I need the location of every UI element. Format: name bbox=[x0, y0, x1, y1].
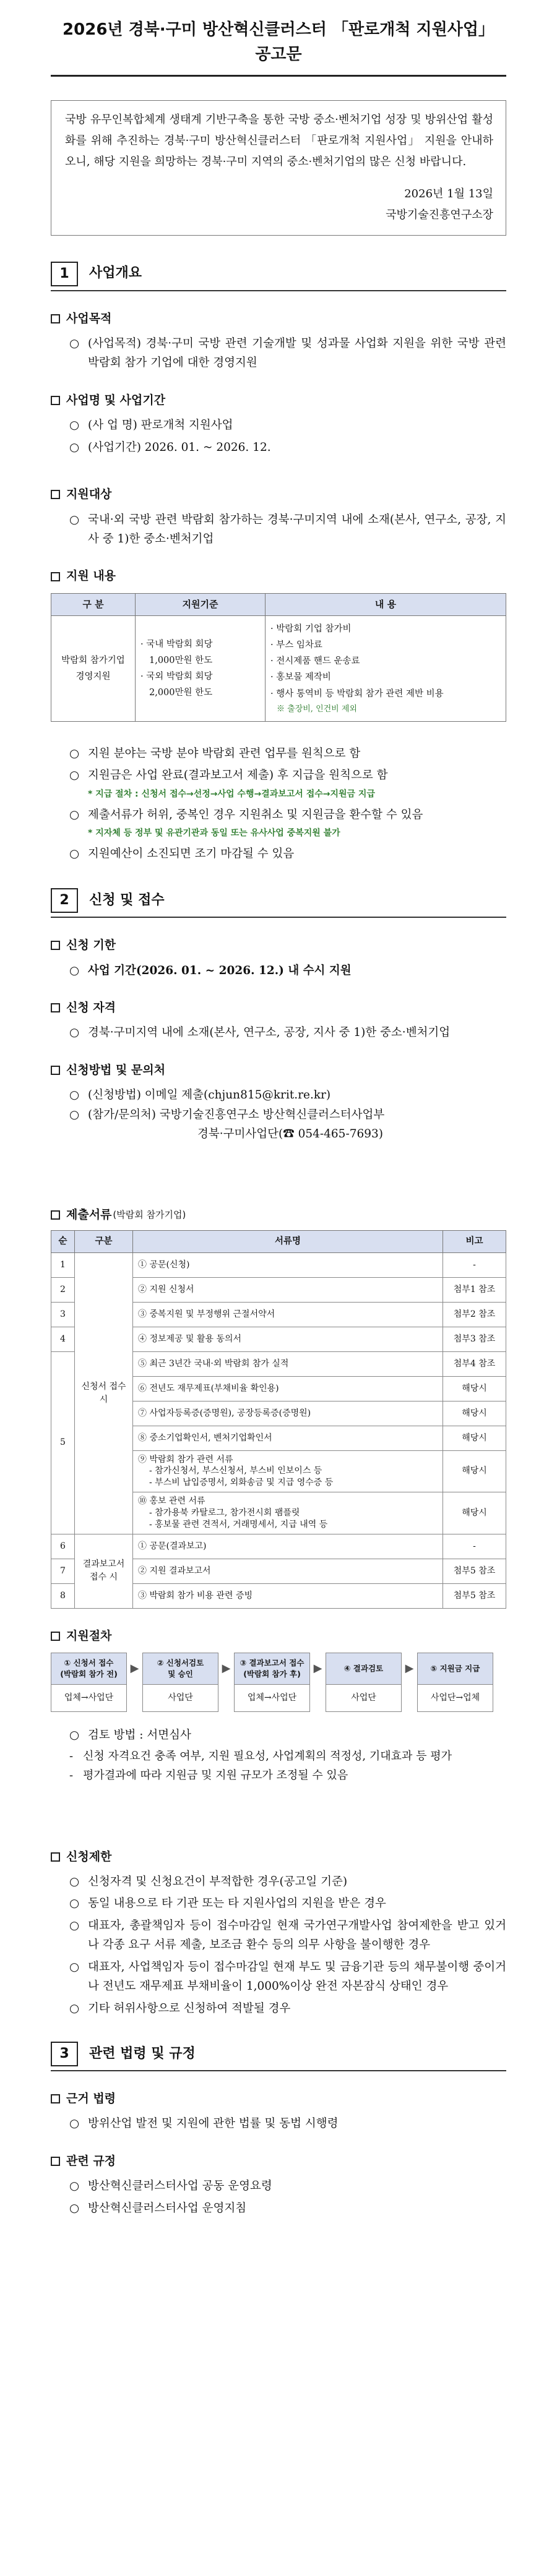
subheading-procedure: 지원절차 bbox=[51, 1627, 506, 1645]
circle-bullet-icon: ○ bbox=[69, 769, 80, 782]
table-header: 구 분 bbox=[51, 593, 136, 615]
list-item: ○ 경북·구미지역 내에 소재(본사, 연구소, 공장, 지사 중 1)한 중소·벤처기업 bbox=[69, 1023, 506, 1042]
list-item: ○ 방산혁신클러스터사업 운영지침 bbox=[69, 2199, 506, 2218]
subheading-laws: 근거 법령 bbox=[51, 2090, 506, 2108]
flow-step: ③ 결과보고서 접수 (박람회 참가 후) 업체→사업단 bbox=[234, 1653, 310, 1712]
circle-bullet-icon: ○ bbox=[69, 513, 80, 526]
table-cell-contents: · 박람회 기업 참가비 · 부스 임차료 · 전시제품 핸드 운송료 · 홍보물 제작비 · 행사 통역비 등 박람회 참가 관련 제반 비용 ※ 출장비, 인건비 제외 bbox=[266, 616, 506, 722]
section-number: 1 bbox=[51, 262, 78, 286]
title-line-2: 공고문 bbox=[255, 45, 302, 64]
document-title bbox=[51, 17, 506, 77]
section-1-header bbox=[51, 262, 506, 291]
checkbox-square-icon bbox=[51, 396, 60, 405]
list-item: ○ 동일 내용으로 타 기관 또는 타 지원사업의 지원을 받은 경우 bbox=[69, 1894, 506, 1913]
list-item: ○ 국내·외 국방 관련 박람회 참가하는 경북·구미지역 내에 소재(본사, 연구소, 공장, 지사 중 1)한 중소·벤처기업 bbox=[69, 510, 506, 549]
list-item: ○ 제출서류가 허위, 중복인 경우 지원취소 및 지원금을 환수할 수 있음 bbox=[69, 805, 506, 824]
table-row bbox=[51, 616, 506, 722]
circle-bullet-icon: ○ bbox=[69, 419, 80, 432]
table-row: ⑦ 사업자등록증(증명원), 공장등록증(증명원) 해당시 bbox=[51, 1401, 506, 1426]
list-item: ○ 사업 기간(2026. 01. ~ 2026. 12.) 내 수시 지원 bbox=[69, 961, 506, 980]
apply-method: (신청방법) 이메일 제출(chjun815@krit.re.kr) bbox=[88, 1089, 331, 1102]
duplicate-support-note: * 지자체 등 정부 및 유관기관과 동일 또는 유사사업 중복지원 불가 bbox=[88, 828, 340, 839]
arrow-right-icon: ▶ bbox=[313, 1662, 322, 1675]
contact-line-1: (참가/문의처) 국방기술진흥연구소 방산혁신클러스터사업부 bbox=[88, 1108, 385, 1121]
table-header: 내 용 bbox=[266, 593, 506, 615]
section-title: 관련 법령 및 규정 bbox=[89, 2046, 196, 2061]
subheading-documents: 제출서류 (박람회 참가기업) bbox=[51, 1206, 506, 1224]
table-header: 서류명 bbox=[133, 1231, 443, 1252]
table-header: 구분 bbox=[75, 1231, 133, 1252]
subheading-rules: 관련 규정 bbox=[51, 2152, 506, 2170]
arrow-right-icon: ▶ bbox=[222, 1662, 231, 1675]
circle-bullet-icon: ○ bbox=[69, 1089, 80, 1102]
list-item: ○ 방산혁신클러스터사업 공동 운영요령 bbox=[69, 2176, 506, 2196]
table-row: 6 결과보고서 접수 시 ① 공문(결과보고) - bbox=[51, 1534, 506, 1559]
list-item: - 신청 자격요건 충족 여부, 지원 필요성, 사업계획의 적정성, 기대효과 등 평가 bbox=[69, 1749, 452, 1763]
subheading-restrictions: 신청제한 bbox=[51, 1848, 506, 1866]
table-row: ⑩ 홍보 관련 서류 - 참가용북 카탈로그, 참가전시회 팸플릿 - 홍보물 관련 견적서, 거래명세서, 지급 내역 등 해당시 bbox=[51, 1492, 506, 1534]
table-note: ※ 출장비, 인건비 제외 bbox=[277, 704, 357, 714]
table-header: 순 bbox=[51, 1231, 75, 1252]
table-row: 1 신청서 접수 시 ① 공문(신청) - bbox=[51, 1252, 506, 1277]
section-title: 신청 및 접수 bbox=[89, 892, 165, 909]
table-header: 비고 bbox=[443, 1231, 506, 1252]
circle-bullet-icon: ○ bbox=[69, 1729, 80, 1742]
circle-bullet-icon: ○ bbox=[69, 2117, 80, 2131]
list-item: ○ 방위산업 발전 및 지원에 관한 법률 및 동법 시행령 bbox=[69, 2114, 506, 2133]
intro-box bbox=[51, 100, 506, 236]
circle-bullet-icon: ○ bbox=[69, 747, 80, 761]
title-line-1: 2026년 경북·구미 방산혁신클러스터 「판로개척 지원사업」 bbox=[63, 20, 494, 39]
circle-bullet-icon: ○ bbox=[69, 847, 80, 860]
table-cell-criteria: · 국내 박람회 회당 1,000만원 한도 · 국외 박람회 회당 2,000만원 한도 bbox=[136, 616, 266, 722]
checkbox-square-icon bbox=[51, 1066, 60, 1075]
list-item: - 평가결과에 따라 지원금 및 지원 규모가 조정될 수 있음 bbox=[69, 1768, 348, 1782]
payment-procedure-note: * 지급 절차 : 신청서 접수→선정→사업 수행→결과보고서 접수→지원금 지급 bbox=[88, 789, 375, 799]
circle-bullet-icon: ○ bbox=[69, 2001, 80, 2015]
circle-bullet-icon: ○ bbox=[69, 1960, 80, 1974]
group-application: 신청서 접수 시 bbox=[75, 1252, 133, 1534]
circle-bullet-icon: ○ bbox=[69, 2201, 80, 2215]
contact-line-2: 경북·구미사업단(☎ 054-465-7693) bbox=[197, 1128, 383, 1141]
list-item: ○ 대표자, 사업책임자 등이 접수마감일 현재 부도 및 금융기관 등의 채무불이행 중이거나 전년도 재무제표 부채비율이 1,000%이상 완전 자본잠식 상태인 경우 bbox=[69, 1958, 506, 1996]
procedure-flow bbox=[51, 1653, 506, 1712]
list-item: ○ 신청자격 및 신청요건이 부적합한 경우(공고일 기준) bbox=[69, 1872, 506, 1891]
list-item: ○ 기타 허위사항으로 신청하여 적발될 경우 bbox=[69, 1999, 506, 2018]
table-row: 5 ⑤ 최근 3년간 국내·외 박람회 참가 실적 첨부4 참조 bbox=[51, 1351, 506, 1376]
flow-step: ② 신청서검토 및 승인 사업단 bbox=[142, 1653, 218, 1712]
support-content-table bbox=[51, 593, 506, 722]
table-row: 3 ③ 중복지원 및 부정행위 근절서약서 첨부2 참조 bbox=[51, 1302, 506, 1327]
subheading-purpose: 사업목적 bbox=[51, 310, 506, 328]
section-2-header bbox=[51, 888, 506, 918]
section-number: 2 bbox=[51, 888, 78, 913]
list-item: ○ (사 업 명) 판로개척 지원사업 bbox=[69, 416, 506, 435]
list-item: ○ (사업기간) 2026. 01. ~ 2026. 12. bbox=[69, 438, 506, 457]
section-title: 사업개요 bbox=[89, 265, 142, 281]
circle-bullet-icon: ○ bbox=[69, 336, 80, 350]
circle-bullet-icon: ○ bbox=[69, 1875, 80, 1888]
subheading-application-period: 신청 기한 bbox=[51, 936, 506, 954]
section-number: 3 bbox=[51, 2042, 78, 2066]
table-row: ⑧ 중소기업확인서, 벤처기업확인서 해당시 bbox=[51, 1426, 506, 1450]
list-item: ○ 지원예산이 소진되면 조기 마감될 수 있음 bbox=[69, 844, 506, 863]
table-header: 지원기준 bbox=[136, 593, 266, 615]
subheading-target: 지원대상 bbox=[51, 486, 506, 503]
subheading-method-contact: 신청방법 및 문의처 bbox=[51, 1061, 506, 1079]
contact-block bbox=[69, 1085, 506, 1144]
circle-bullet-icon: ○ bbox=[69, 2180, 80, 2193]
arrow-right-icon: ▶ bbox=[405, 1662, 414, 1675]
checkbox-square-icon bbox=[51, 1210, 60, 1220]
circle-bullet-icon: ○ bbox=[69, 1026, 80, 1040]
arrow-right-icon: ▶ bbox=[130, 1662, 139, 1675]
subheading-qualification: 신청 자격 bbox=[51, 999, 506, 1017]
list-item: ○ 지원금은 사업 완료(결과보고서 제출) 후 지급을 원칙으로 함 bbox=[69, 766, 506, 785]
subheading-name-period: 사업명 및 사업기간 bbox=[51, 392, 506, 409]
intro-org: 국방기술진흥연구소장 bbox=[386, 208, 493, 222]
table-row: 4 ④ 정보제공 및 활용 동의서 첨부3 참조 bbox=[51, 1327, 506, 1351]
circle-bullet-icon: ○ bbox=[69, 1919, 80, 1932]
circle-bullet-icon: ○ bbox=[69, 1108, 80, 1121]
list-item: ○ 대표자, 총괄책임자 등이 접수마감일 현재 국가연구개발사업 참여제한을 받고 있거나 각종 요구 서류 제출, 보조금 환수 등의 의무 사항을 불이행한 경우 bbox=[69, 1916, 506, 1955]
table-row: 7 ② 지원 결과보고서 첨부5 참조 bbox=[51, 1559, 506, 1583]
checkbox-square-icon bbox=[51, 572, 60, 581]
table-row: 8 ③ 박람회 참가 비용 관련 증빙 첨부5 참조 bbox=[51, 1583, 506, 1608]
intro-text: 국방 유무인복합체계 생태계 기반구축을 통한 국방 중소·벤처기업 성장 및 방위산업 활성화를 위해 추진하는 경북·구미 방산혁신클러스터 「판로개척 지원사업」 지원을 안내하오니, 해당 지원을 희망하는 경북·구미 지역의 중소·벤처기업의 많은 신청 바랍니다. bbox=[65, 113, 493, 168]
documents-table bbox=[51, 1230, 506, 1609]
list-item: ○ (사업목적) 경북·구미 국방 관련 기술개발 및 성과물 사업화 지원을 위한 국방 관련 박람회 참가 기업에 대한 경영지원 bbox=[69, 334, 506, 373]
circle-bullet-icon: ○ bbox=[69, 808, 80, 821]
table-cell-category: 박람회 참가기업 경영지원 bbox=[51, 616, 136, 722]
list-item: ○ 지원 분야는 국방 분야 박람회 관련 업무를 원칙으로 함 bbox=[69, 744, 506, 763]
table-row: ⑨ 박람회 참가 관련 서류 - 참가신청서, 부스신청서, 부스비 인보이스 등 - 부스비 납입증명서, 외화송금 및 지급 영수증 등 해당시 bbox=[51, 1450, 506, 1492]
circle-bullet-icon: ○ bbox=[69, 964, 80, 977]
group-result-report: 결과보고서 접수 시 bbox=[75, 1534, 133, 1608]
checkbox-square-icon bbox=[51, 314, 60, 323]
intro-date: 2026년 1월 13일 bbox=[404, 187, 493, 201]
flow-step: ④ 결과검토 사업단 bbox=[326, 1653, 402, 1712]
circle-bullet-icon: ○ bbox=[69, 440, 80, 454]
subheading-support-content: 지원 내용 bbox=[51, 567, 506, 585]
list-item: ○ 검토 방법 : 서면심사 bbox=[69, 1726, 506, 1745]
checkbox-square-icon bbox=[51, 2157, 60, 2166]
flow-step: ⑤ 지원금 지급 사업단→업체 bbox=[417, 1653, 493, 1712]
section-3-header bbox=[51, 2042, 506, 2071]
checkbox-square-icon bbox=[51, 1003, 60, 1012]
flow-step: ① 신청서 접수 (박람회 참가 전) 업체→사업단 bbox=[51, 1653, 127, 1712]
table-row: ⑥ 전년도 재무제표(부채비율 확인용) 해당시 bbox=[51, 1376, 506, 1401]
table-row: 2 ② 지원 신청서 첨부1 참조 bbox=[51, 1277, 506, 1302]
checkbox-square-icon bbox=[51, 1632, 60, 1641]
checkbox-square-icon bbox=[51, 1852, 60, 1862]
checkbox-square-icon bbox=[51, 490, 60, 499]
checkbox-square-icon bbox=[51, 941, 60, 950]
checkbox-square-icon bbox=[51, 2094, 60, 2103]
circle-bullet-icon: ○ bbox=[69, 1897, 80, 1911]
